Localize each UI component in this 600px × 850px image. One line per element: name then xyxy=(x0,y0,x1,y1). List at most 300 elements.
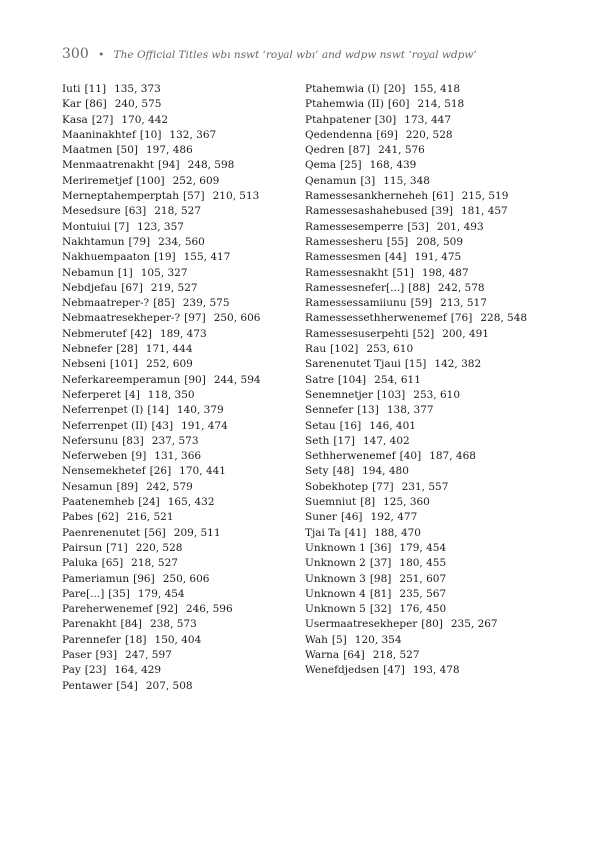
index-entry xyxy=(305,97,527,112)
entry-name: Setau xyxy=(305,419,336,432)
entry-pages: 191, 474 xyxy=(181,419,228,432)
entry-pages: 168, 439 xyxy=(369,159,417,172)
index-entry xyxy=(305,449,527,464)
entry-name: Neferkareemperamun xyxy=(62,373,181,386)
index-entry xyxy=(62,296,261,311)
running-title: The Official Titles wbı nswt ‘royal wbı’ and wdpw nswt ‘royal wdpw’ xyxy=(113,49,477,61)
entry-ref: [65] xyxy=(101,557,124,570)
entry-name: Suemniut xyxy=(305,496,357,509)
index-entry xyxy=(62,250,261,265)
entry-name: Pabes xyxy=(62,511,94,524)
entry-pages: 118, 350 xyxy=(147,388,195,401)
entry-name: Nefersunu xyxy=(62,434,119,447)
entry-name: Kasa xyxy=(62,113,88,126)
entry-pages: 155, 418 xyxy=(413,83,461,95)
entry-name: Pameriamun xyxy=(62,572,130,585)
entry-pages: 142, 382 xyxy=(434,358,482,371)
entry-ref: [90] xyxy=(184,373,206,386)
index-entry xyxy=(305,281,527,296)
entry-name: Ptahemwia (I) xyxy=(305,83,380,95)
index-entry xyxy=(305,128,527,143)
entry-pages: 254, 611 xyxy=(374,373,421,386)
index-entry xyxy=(305,419,527,434)
entry-pages: 246, 596 xyxy=(185,603,233,616)
entry-pages: 219, 527 xyxy=(150,281,198,294)
entry-name: Sennefer xyxy=(305,404,354,417)
index-column-left xyxy=(62,82,261,694)
entry-name: Pare[...] xyxy=(62,587,105,600)
entry-name: Qema xyxy=(305,159,337,172)
entry-name: Pareherwenemef xyxy=(62,603,153,616)
entry-pages: 237, 573 xyxy=(151,434,199,447)
index-entry xyxy=(62,189,261,204)
entry-ref: [56] xyxy=(144,526,166,539)
entry-ref: [39] xyxy=(431,205,453,218)
index-entry xyxy=(305,82,527,97)
entry-ref: [1] xyxy=(117,266,133,279)
entry-name: Satre xyxy=(305,373,334,386)
index-entry xyxy=(305,464,527,479)
entry-name: Nesamun xyxy=(62,480,113,493)
entry-ref: [27] xyxy=(91,113,114,126)
index-entry xyxy=(305,403,527,418)
entry-name: Unknown 2 xyxy=(305,557,366,570)
entry-ref: [42] xyxy=(130,327,152,340)
index-entry xyxy=(62,143,261,158)
entry-name: Ramessesheru xyxy=(305,235,383,248)
entry-name: Usermaatresekheper xyxy=(305,618,418,631)
index-entry xyxy=(62,464,261,479)
index-entry xyxy=(62,572,261,587)
page-number: 300 xyxy=(62,46,89,62)
entry-name: Ramessesnefer[...] xyxy=(305,281,405,294)
index-entry xyxy=(305,143,527,158)
entry-name: Ramessesashahebused xyxy=(305,205,428,218)
entry-pages: 189, 473 xyxy=(159,327,207,340)
entry-pages: 234, 560 xyxy=(158,235,205,248)
entry-pages: 218, 527 xyxy=(372,648,420,661)
entry-name: Nensemekhetef xyxy=(62,465,146,478)
entry-pages: 218, 527 xyxy=(131,557,178,570)
entry-pages: 179, 454 xyxy=(137,587,185,600)
index-entry xyxy=(62,449,261,464)
entry-pages: 192, 477 xyxy=(370,511,418,524)
entry-name: Neferrenpet (I) xyxy=(62,404,144,417)
index-entry xyxy=(305,296,527,311)
index-entry xyxy=(305,357,527,372)
entry-ref: [64] xyxy=(343,648,365,661)
entry-ref: [24] xyxy=(138,496,160,509)
index-entry xyxy=(62,526,261,541)
entry-ref: [35] xyxy=(108,587,130,600)
entry-name: Tjai Ta xyxy=(305,526,341,539)
index-entry xyxy=(305,572,527,587)
entry-name: Sobekhotep xyxy=(305,480,369,493)
entry-name: Pentawer xyxy=(62,679,113,692)
entry-name: Nebamun xyxy=(62,266,114,279)
entry-name: Wenefdjedsen xyxy=(305,664,380,677)
entry-ref: [48] xyxy=(332,465,355,478)
index-entry xyxy=(62,220,261,235)
entry-pages: 165, 432 xyxy=(167,496,215,509)
entry-pages: 235, 567 xyxy=(399,587,447,600)
entry-pages: 220, 528 xyxy=(405,128,453,141)
index-entry xyxy=(62,373,261,388)
index-entry xyxy=(305,388,527,403)
entry-ref: [9] xyxy=(131,450,147,463)
entry-name: Unknown 5 xyxy=(305,603,366,616)
entry-pages: 188, 470 xyxy=(374,526,421,539)
entry-ref: [41] xyxy=(344,526,367,539)
entry-ref: [88] xyxy=(408,281,430,294)
index-entry xyxy=(305,327,527,342)
entry-name: Nebmaatresekheper-? xyxy=(62,312,181,325)
entry-name: Qedendenna xyxy=(305,128,373,141)
entry-pages: 176, 450 xyxy=(399,603,447,616)
entry-name: Montuiui xyxy=(62,220,111,233)
entry-pages: 216, 521 xyxy=(126,511,174,524)
index-entry xyxy=(62,342,261,357)
entry-pages: 209, 511 xyxy=(173,526,221,539)
entry-ref: [3] xyxy=(360,174,376,187)
entry-pages: 105, 327 xyxy=(140,266,188,279)
entry-pages: 248, 598 xyxy=(187,159,235,172)
header-separator: • xyxy=(98,49,105,61)
entry-ref: [67] xyxy=(121,281,143,294)
entry-pages: 194, 480 xyxy=(362,465,409,478)
entry-pages: 201, 493 xyxy=(436,220,484,233)
entry-pages: 238, 573 xyxy=(150,618,197,631)
entry-pages: 115, 348 xyxy=(383,174,430,187)
index-entry xyxy=(62,357,261,372)
entry-name: Nakhtamun xyxy=(62,235,125,248)
index-entry xyxy=(62,174,261,189)
index-entry xyxy=(62,158,261,173)
entry-name: Iuti xyxy=(62,83,81,95)
entry-ref: [25] xyxy=(340,159,362,172)
index-entry xyxy=(62,403,261,418)
entry-name: Nebseni xyxy=(62,358,106,371)
entry-ref: [32] xyxy=(369,603,392,616)
entry-ref: [87] xyxy=(348,144,371,157)
entry-name: Neferrenpet (II) xyxy=(62,419,148,432)
index-entry xyxy=(305,342,527,357)
entry-name: Ramessesemperre xyxy=(305,220,404,233)
entry-name: Ramessesmen xyxy=(305,251,381,264)
index-entry xyxy=(305,526,527,541)
index-entry xyxy=(305,648,527,663)
index-entry xyxy=(62,556,261,571)
entry-name: Nebmaatreper-? xyxy=(62,297,150,310)
entry-ref: [23] xyxy=(84,664,107,677)
entry-ref: [17] xyxy=(333,434,355,447)
entry-name: Qedren xyxy=(305,144,345,157)
entry-ref: [101] xyxy=(109,358,139,371)
entry-ref: [104] xyxy=(337,373,367,386)
entry-name: Paluka xyxy=(62,557,98,570)
entry-ref: [8] xyxy=(360,496,376,509)
entry-pages: 155, 417 xyxy=(183,251,231,264)
entry-ref: [36] xyxy=(369,541,392,554)
entry-pages: 250, 606 xyxy=(213,312,261,325)
entry-ref: [5] xyxy=(331,633,347,646)
entry-name: Unknown 1 xyxy=(305,541,366,554)
entry-pages: 193, 478 xyxy=(412,664,460,677)
entry-ref: [51] xyxy=(392,266,414,279)
index-entry xyxy=(305,617,527,632)
entry-pages: 208, 509 xyxy=(416,235,464,248)
entry-pages: 170, 441 xyxy=(179,465,226,478)
entry-name: Ramessesuserpehti xyxy=(305,327,409,340)
entry-ref: [77] xyxy=(372,480,394,493)
entry-name: Suner xyxy=(305,511,337,524)
running-header xyxy=(62,46,477,62)
entry-ref: [83] xyxy=(122,434,144,447)
entry-ref: [18] xyxy=(124,633,147,646)
index-entry xyxy=(305,495,527,510)
index-entry xyxy=(62,495,261,510)
entry-name: Parenakht xyxy=(62,618,117,631)
entry-ref: [69] xyxy=(376,128,398,141)
entry-ref: [92] xyxy=(156,603,178,616)
entry-name: Ramessesankherneheh xyxy=(305,190,429,203)
entry-pages: 132, 367 xyxy=(169,128,217,141)
entry-name: Neferperet xyxy=(62,388,121,401)
index-entry xyxy=(305,434,527,449)
entry-pages: 187, 468 xyxy=(429,450,476,463)
entry-pages: 131, 366 xyxy=(154,450,202,463)
entry-ref: [81] xyxy=(369,587,392,600)
entry-pages: 173, 447 xyxy=(404,113,452,126)
index-entry xyxy=(62,663,261,678)
entry-ref: [37] xyxy=(369,557,392,570)
entry-ref: [10] xyxy=(139,128,162,141)
index-entry xyxy=(62,327,261,342)
index-entry xyxy=(62,419,261,434)
index-entry xyxy=(62,266,261,281)
entry-pages: 171, 444 xyxy=(145,343,193,356)
entry-name: Warna xyxy=(305,648,340,661)
entry-name: Parennefer xyxy=(62,633,121,646)
entry-pages: 210, 513 xyxy=(212,190,260,203)
index-entry xyxy=(62,204,261,219)
entry-ref: [47] xyxy=(383,664,405,677)
entry-ref: [84] xyxy=(120,618,143,631)
entry-ref: [102] xyxy=(330,343,359,356)
entry-name: Maatmen xyxy=(62,144,113,157)
entry-ref: [96] xyxy=(133,572,155,585)
entry-pages: 181, 457 xyxy=(460,205,508,218)
entry-pages: 218, 527 xyxy=(154,205,202,218)
entry-ref: [94] xyxy=(158,159,180,172)
entry-ref: [62] xyxy=(97,511,119,524)
entry-pages: 252, 609 xyxy=(146,358,193,371)
entry-pages: 251, 607 xyxy=(399,572,447,585)
entry-ref: [20] xyxy=(383,83,406,95)
entry-pages: 242, 579 xyxy=(146,480,193,493)
entry-pages: 180, 455 xyxy=(399,557,447,570)
entry-pages: 253, 610 xyxy=(366,343,414,356)
entry-pages: 228, 548 xyxy=(480,312,528,325)
entry-name: Qenamun xyxy=(305,174,357,187)
index-entry xyxy=(305,204,527,219)
entry-pages: 135, 373 xyxy=(114,83,161,95)
entry-pages: 138, 377 xyxy=(386,404,434,417)
entry-name: Meriremetjef xyxy=(62,174,133,187)
index-entry xyxy=(62,97,261,112)
entry-pages: 250, 606 xyxy=(162,572,210,585)
entry-ref: [63] xyxy=(124,205,147,218)
entry-pages: 214, 518 xyxy=(417,98,465,111)
entry-pages: 242, 578 xyxy=(437,281,485,294)
index-entry xyxy=(62,480,261,495)
index-entry xyxy=(305,373,527,388)
index-entry xyxy=(305,633,527,648)
entry-pages: 125, 360 xyxy=(383,496,430,509)
entry-ref: [98] xyxy=(369,572,392,585)
entry-name: Sety xyxy=(305,465,329,478)
index-entry xyxy=(62,602,261,617)
entry-name: Merneptahemperptah xyxy=(62,190,180,203)
entry-name: Paenrenenutet xyxy=(62,526,141,539)
index-entry xyxy=(62,617,261,632)
entry-pages: 147, 402 xyxy=(362,434,410,447)
entry-name: Neferweben xyxy=(62,450,128,463)
entry-pages: 197, 486 xyxy=(146,144,193,157)
entry-name: Ramessesnakht xyxy=(305,266,389,279)
entry-name: Nebmerutef xyxy=(62,327,127,340)
index-entry xyxy=(62,434,261,449)
index-entry xyxy=(305,250,527,265)
index-entry xyxy=(62,113,261,128)
entry-name: Nebnefer xyxy=(62,343,113,356)
entry-ref: [93] xyxy=(95,648,118,661)
entry-ref: [40] xyxy=(399,450,422,463)
index-entry xyxy=(305,602,527,617)
entry-pages: 120, 354 xyxy=(354,633,402,646)
index-entry xyxy=(62,541,261,556)
entry-ref: [4] xyxy=(124,388,140,401)
index-entry xyxy=(62,311,261,326)
entry-ref: [85] xyxy=(153,297,175,310)
entry-name: Mesedsure xyxy=(62,205,121,218)
entry-name: Senemnetjer xyxy=(305,388,374,401)
entry-name: Ptahemwia (II) xyxy=(305,98,384,111)
entry-pages: 252, 609 xyxy=(172,174,220,187)
index-entry xyxy=(305,587,527,602)
entry-name: Nakhuempaaton xyxy=(62,251,151,264)
index-entry xyxy=(62,510,261,525)
entry-name: Pairsun xyxy=(62,541,103,554)
entry-name: Nebdjefau xyxy=(62,281,118,294)
entry-name: Kar xyxy=(62,98,82,111)
entry-name: Maaninakhtef xyxy=(62,128,136,141)
index-entry xyxy=(62,281,261,296)
index-entry xyxy=(305,266,527,281)
index-entry xyxy=(62,388,261,403)
entry-ref: [14] xyxy=(147,404,169,417)
entry-pages: 247, 597 xyxy=(125,648,172,661)
entry-ref: [86] xyxy=(85,98,107,111)
entry-pages: 140, 379 xyxy=(176,404,224,417)
entry-pages: 170, 442 xyxy=(121,113,169,126)
entry-ref: [80] xyxy=(421,618,443,631)
entry-ref: [52] xyxy=(412,327,435,340)
entry-name: Sarenenutet Tjaui xyxy=(305,358,401,371)
entry-name: Paser xyxy=(62,648,92,661)
index-entry xyxy=(305,158,527,173)
index-column-right xyxy=(305,82,527,679)
entry-ref: [28] xyxy=(116,343,138,356)
entry-ref: [30] xyxy=(374,113,397,126)
entry-ref: [13] xyxy=(357,404,379,417)
entry-name: Pay xyxy=(62,664,81,677)
entry-pages: 241, 576 xyxy=(378,144,425,157)
entry-pages: 240, 575 xyxy=(114,98,162,111)
entry-name: Paatenemheb xyxy=(62,496,135,509)
index-entry xyxy=(62,587,261,602)
entry-ref: [55] xyxy=(386,235,409,248)
index-entry xyxy=(305,220,527,235)
entry-pages: 200, 491 xyxy=(442,327,489,340)
entry-ref: [57] xyxy=(183,190,205,203)
entry-name: Ramessessethherwenemef xyxy=(305,312,447,325)
entry-ref: [60] xyxy=(387,98,410,111)
entry-pages: 146, 401 xyxy=(369,419,416,432)
index-entry xyxy=(62,679,261,694)
entry-name: Rau xyxy=(305,343,327,356)
entry-pages: 123, 357 xyxy=(137,220,184,233)
entry-ref: [50] xyxy=(116,144,138,157)
entry-ref: [103] xyxy=(377,388,406,401)
entry-pages: 220, 528 xyxy=(135,541,183,554)
entry-ref: [44] xyxy=(384,251,407,264)
entry-ref: [7] xyxy=(114,220,130,233)
entry-pages: 164, 429 xyxy=(114,664,162,677)
index-entry xyxy=(62,235,261,250)
entry-ref: [54] xyxy=(116,679,138,692)
entry-ref: [89] xyxy=(116,480,139,493)
entry-name: Ptahpatener xyxy=(305,113,371,126)
entry-ref: [43] xyxy=(151,419,174,432)
entry-pages: 235, 267 xyxy=(450,618,498,631)
entry-pages: 191, 475 xyxy=(414,251,462,264)
entry-ref: [53] xyxy=(407,220,429,233)
entry-ref: [71] xyxy=(106,541,128,554)
index-entry xyxy=(305,189,527,204)
index-entry xyxy=(62,128,261,143)
entry-name: Ramessessamiiunu xyxy=(305,297,407,310)
entry-pages: 213, 517 xyxy=(440,297,487,310)
entry-name: Unknown 3 xyxy=(305,572,366,585)
index-entry xyxy=(305,510,527,525)
entry-name: Sethherwenemef xyxy=(305,450,396,463)
entry-pages: 198, 487 xyxy=(421,266,469,279)
index-entry xyxy=(305,556,527,571)
entry-pages: 179, 454 xyxy=(399,541,447,554)
entry-ref: [26] xyxy=(149,465,172,478)
index-entry xyxy=(62,648,261,663)
index-entry xyxy=(62,82,261,97)
index-entry xyxy=(62,633,261,648)
entry-pages: 215, 519 xyxy=(461,190,509,203)
entry-ref: [11] xyxy=(84,83,107,95)
entry-ref: [61] xyxy=(432,190,454,203)
entry-pages: 239, 575 xyxy=(182,297,230,310)
index-entry xyxy=(305,235,527,250)
entry-ref: [97] xyxy=(184,312,206,325)
index-entry xyxy=(305,541,527,556)
